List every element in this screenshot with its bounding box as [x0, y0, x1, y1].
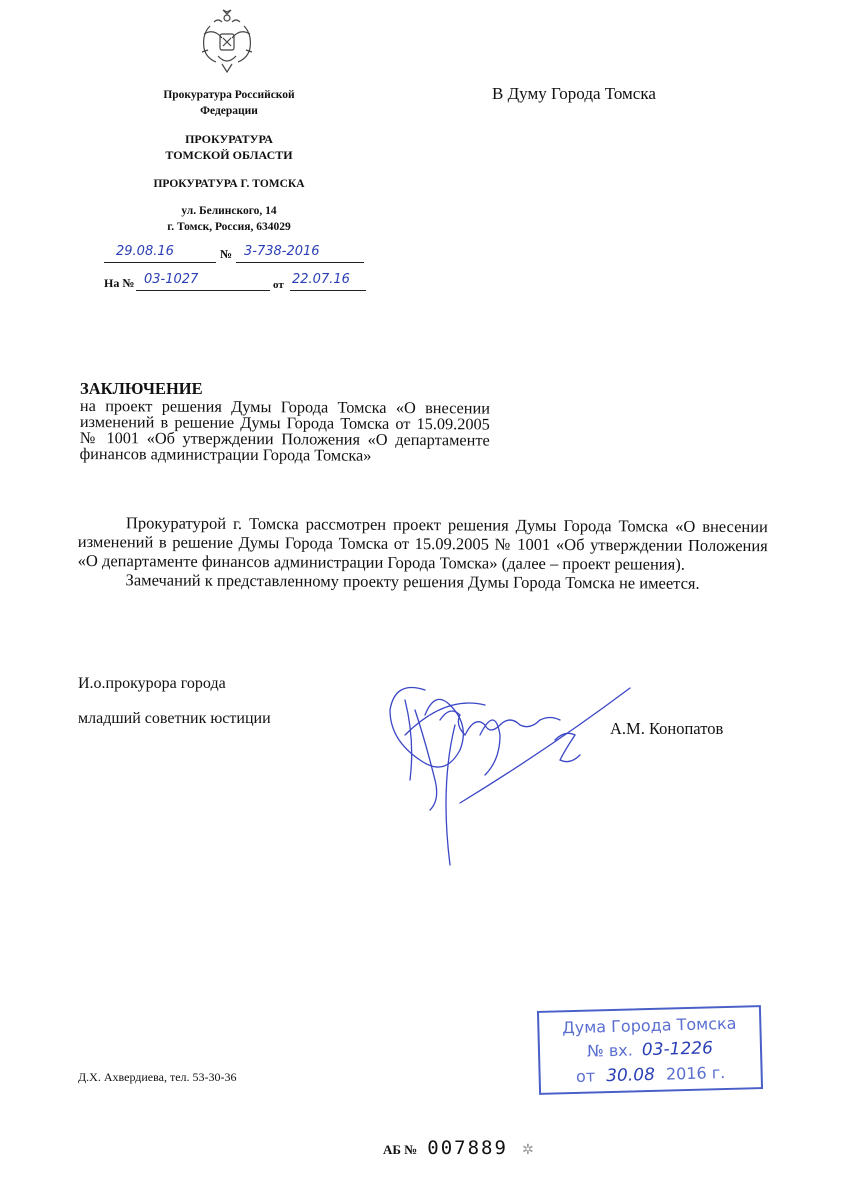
outgoing-number-sign: №: [220, 247, 233, 261]
stamp-year-suffix: г.: [711, 1063, 726, 1083]
reply-from-date-field: [290, 272, 366, 291]
stamp-incoming-row: [540, 1037, 760, 1063]
stamp-date: 30.08: [605, 1064, 656, 1087]
outgoing-date-field: [104, 244, 216, 263]
outgoing-number: 3-738-2016: [244, 244, 320, 259]
document-subject: на проект решения Думы Города Томска «О внесении изменений в решение Думы Города Томска от 15.09.2005 № 1001 «Об утверждении Положения «О департаменте финансов администрации Города Томска»: [79, 396, 491, 465]
signer-name: А.М. Конопатов: [610, 719, 724, 738]
document-body: [78, 513, 768, 593]
regional-office-header: [140, 131, 318, 163]
body-paragraph-1: Прокуратурой г. Томска рассмотрен проект решения Думы Города Томска «О внесении изменений в решение Думы Города Томска от 15.09.2005 № 1001 «Об утверждении Положения «О департаменте финансов администрации Города Томска» (далее – проект решения).: [77, 513, 768, 574]
outgoing-date: 29.08.16: [116, 244, 174, 259]
document-title: ЗАКЛЮЧЕНИЕ: [80, 379, 203, 398]
stamp-incoming-number: 03-1226: [641, 1038, 714, 1061]
signer-position-1: И.о.прокурора города: [78, 675, 226, 692]
reply-from-date: 22.07.16: [292, 272, 350, 287]
office-line-2: ТОМСКОЙ ОБЛАСТИ: [165, 148, 293, 163]
office-address: [140, 204, 318, 235]
stamp-year: 2016: [665, 1063, 707, 1084]
form-serial-number: 007889: [427, 1137, 508, 1159]
handwritten-signature: [385, 680, 645, 880]
executor-contact: Д.Х. Ахвердиева, тел. 53-30-36: [78, 1070, 237, 1084]
stamp-date-row: [540, 1062, 760, 1088]
address-line-2: г. Томск, Россия, 634029: [167, 220, 291, 233]
coat-of-arms-emblem: [190, 8, 264, 74]
stamp-incoming-label: № вх.: [586, 1040, 634, 1061]
address-line-1: ул. Белинского, 14: [181, 205, 277, 217]
body-paragraph-2: Замечаний к представленному проекту решения Думы Города Томска не имеется.: [125, 570, 700, 593]
signer-position-2: младший советник юстиции: [78, 710, 271, 727]
prosecutor-general-header: [140, 88, 318, 119]
outgoing-number-field: [236, 244, 364, 263]
org-line-2: Федерации: [200, 104, 258, 117]
reply-to-label: На №: [104, 276, 135, 290]
org-line-1: Прокуратура Российской: [163, 89, 295, 101]
form-serial-label: АБ №: [383, 1142, 418, 1157]
reply-from-label: от: [273, 279, 284, 291]
form-serial: [383, 1137, 534, 1159]
stamp-date-label: от: [575, 1066, 596, 1086]
reply-to-number: 03-1027: [144, 272, 199, 287]
stamp-org: Дума Города Томска: [561, 1013, 737, 1038]
city-office-header: ПРОКУРАТУРА Г. ТОМСКА: [153, 178, 305, 190]
reply-to-number-field: [136, 272, 270, 291]
hologram-mark-icon: ✲: [521, 1143, 534, 1158]
registration-stamp: [537, 1005, 763, 1095]
office-line-1: ПРОКУРАТУРА: [185, 132, 273, 146]
addressee: В Думу Города Томска: [492, 84, 656, 103]
